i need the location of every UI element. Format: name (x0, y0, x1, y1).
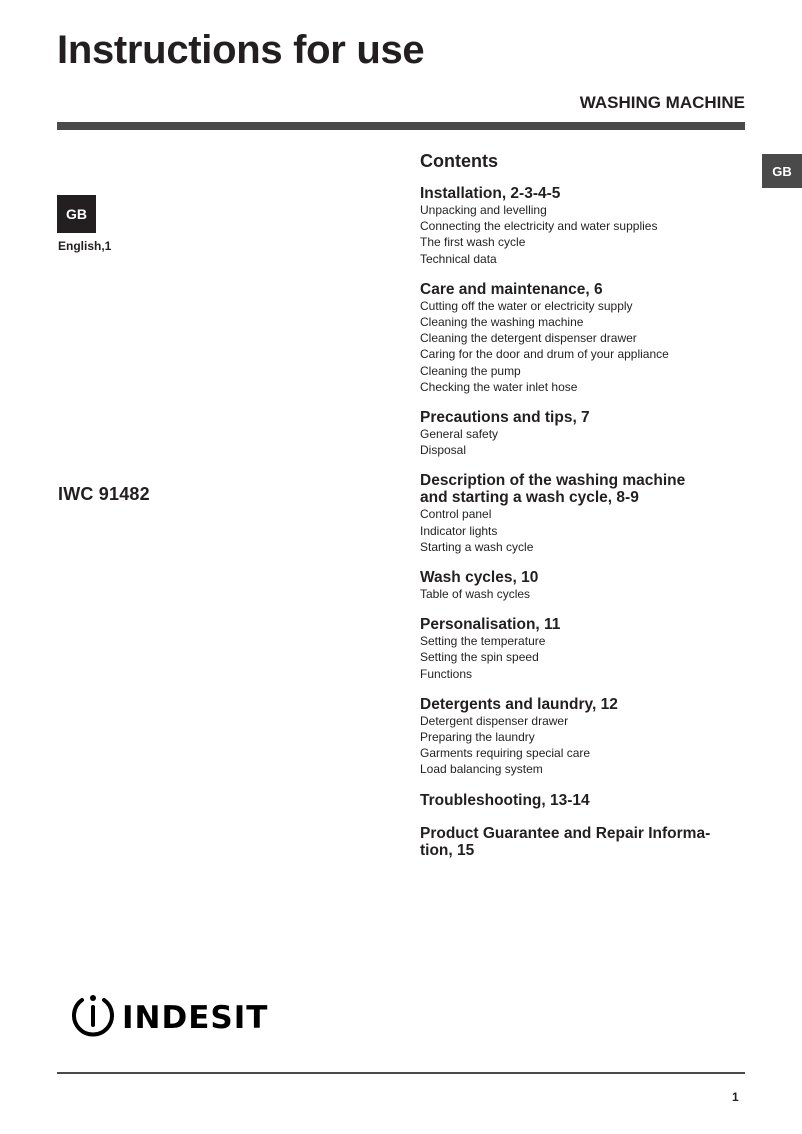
toc-item[interactable]: General safety (420, 427, 499, 442)
header-divider-bar (57, 122, 745, 130)
toc-section-title[interactable]: Care and maintenance, 6 (420, 280, 603, 298)
toc-section-title[interactable]: Troubleshooting, 13-14 (420, 791, 590, 809)
toc-item[interactable]: Setting the temperature (420, 634, 546, 649)
language-label[interactable]: English,1 (58, 239, 112, 253)
toc-section-wash-cycles (420, 569, 750, 602)
toc-item[interactable]: Starting a wash cycle (420, 539, 534, 554)
page-number: 1 (732, 1090, 739, 1104)
indesit-i-logo-icon (70, 992, 116, 1043)
toc-section-description (420, 472, 750, 555)
toc-item[interactable]: Control panel (420, 507, 492, 522)
toc-item[interactable]: Cutting off the water or electricity supply (420, 298, 633, 313)
toc-item[interactable]: Functions (420, 666, 473, 681)
toc-section-title[interactable] (420, 825, 750, 859)
toc-section-title-line: Description of the washing machine (420, 472, 686, 490)
toc-section-title-line: and starting a wash cycle, 8-9 (420, 489, 639, 507)
brand-name: INDESIT (122, 999, 269, 1036)
toc-section-title[interactable]: Precautions and tips, 7 (420, 409, 590, 427)
indesit-logo (70, 992, 268, 1043)
document-subtitle: WASHING MACHINE (579, 93, 745, 112)
toc-item[interactable]: Indicator lights (420, 523, 498, 538)
toc-item[interactable]: Cleaning the pump (420, 363, 521, 378)
toc-section-personalisation (420, 616, 750, 682)
toc-section-precautions (420, 409, 750, 458)
contents-heading: Contents (420, 151, 498, 171)
toc-item[interactable]: Caring for the door and drum of your appliance (420, 347, 669, 362)
toc-item[interactable]: Table of wash cycles (420, 587, 531, 602)
toc-section-title[interactable]: Personalisation, 11 (420, 616, 561, 634)
language-edge-tab[interactable]: GB (762, 154, 802, 188)
toc-item[interactable]: Preparing the laundry (420, 730, 535, 745)
toc-section-title[interactable] (420, 472, 750, 506)
toc-item[interactable]: Unpacking and levelling (420, 203, 547, 217)
toc-section-care (420, 281, 750, 395)
toc-section-title-line: tion, 15 (420, 841, 475, 859)
toc-section-installation (420, 185, 750, 267)
toc-item[interactable]: Detergent dispenser drawer (420, 713, 569, 728)
model-number: IWC 91482 (58, 484, 150, 504)
toc-item[interactable]: Load balancing system (420, 762, 543, 777)
toc-section-title-line: Product Guarantee and Repair Informa- (420, 824, 711, 842)
document-title: Instructions for use (57, 28, 425, 72)
toc-item[interactable]: Checking the water inlet hose (420, 379, 578, 394)
toc-item[interactable]: The first wash cycle (420, 235, 526, 250)
toc-section-guarantee (420, 825, 750, 859)
toc-section-title[interactable]: Wash cycles, 10 (420, 569, 539, 587)
toc-item[interactable]: Technical data (420, 251, 497, 266)
footer-divider (57, 1072, 745, 1074)
language-badge: GB (57, 195, 96, 233)
toc-section-troubleshooting (420, 792, 750, 809)
toc-item[interactable]: Garments requiring special care (420, 746, 591, 761)
table-of-contents (420, 150, 750, 873)
toc-item[interactable]: Setting the spin speed (420, 650, 539, 665)
toc-item[interactable]: Cleaning the detergent dispenser drawer (420, 331, 637, 346)
toc-section-title[interactable]: Detergents and laundry, 12 (420, 695, 618, 713)
toc-item[interactable]: Disposal (420, 443, 467, 458)
toc-section-detergents (420, 696, 750, 778)
toc-item[interactable]: Cleaning the washing machine (420, 315, 584, 330)
toc-item[interactable]: Connecting the electricity and water supplies (420, 219, 658, 234)
toc-section-title[interactable]: Installation, 2-3-4-5 (420, 185, 561, 202)
